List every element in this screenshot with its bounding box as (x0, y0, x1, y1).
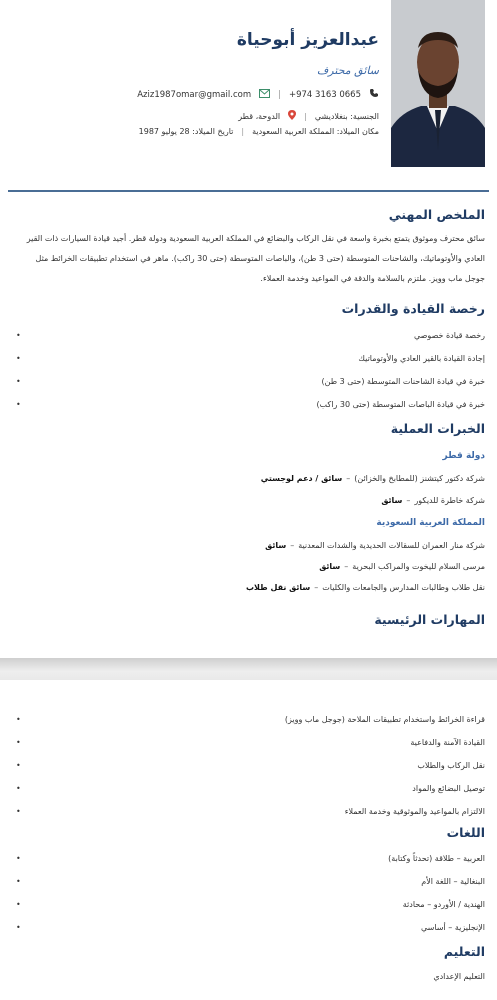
license-list (10, 324, 485, 416)
job-role: سائق نقل طلاب (246, 583, 311, 592)
contact-row (137, 88, 379, 101)
list-item: • خبرة في قيادة الشاحنات المتوسطة (حتى 3 طن) (10, 370, 485, 393)
company-name: نقل طلاب وطالبات المدارس والجامعات والكليات (322, 583, 485, 592)
candidate-name: عبدالعزيز أبوحياة (236, 30, 379, 50)
mail-icon (259, 89, 270, 101)
header-divider (8, 190, 489, 192)
nationality-location-row (238, 110, 379, 122)
skills-list (10, 708, 485, 823)
job-role: سائق (265, 541, 287, 550)
company-name: مرسى السلام لليخوت والمراكب البحرية (352, 562, 485, 571)
job-role: سائق (319, 562, 341, 571)
list-item: • الهندية / الأوردو – محادثة (10, 893, 485, 916)
summary-line: جوجل ماب وويز. ملتزم بالسلامة والدقة في المواعيد وخدمة العملاء. (260, 274, 485, 283)
country-heading: المملكة العربية السعودية (376, 518, 485, 528)
meta-separator: | (304, 111, 307, 121)
birthdate: تاريخ الميلاد: 28 يوليو 1987 (138, 127, 234, 136)
experience-title: الخبرات العملية (390, 421, 485, 436)
contact-separator: | (278, 89, 281, 100)
phone-icon (369, 88, 379, 101)
list-item: • الالتزام بالمواعيد والموثوقية وخدمة العملاء (10, 800, 485, 823)
license-title: رخصة القيادة والقدرات (341, 301, 485, 316)
experience-entry: شركة خاطرة للديكور–سائق (381, 496, 485, 505)
phone-number[interactable]: +974 3163 0665 (288, 89, 361, 100)
education-item: التعليم الإعدادي (433, 972, 485, 981)
experience-entry: شركة منار العمران للسقالات الحديدية والشدات المعدنية–سائق (265, 541, 485, 550)
list-item: • خبرة في قيادة الباصات المتوسطة (حتى 30 راكب) (10, 393, 485, 416)
list-item: • البنغالية – اللغة الأم (10, 870, 485, 893)
languages-list (10, 847, 485, 939)
job-role: سائق / دعم لوجستي (260, 474, 343, 483)
education-title: التعليم (443, 944, 485, 959)
company-name: شركة دكتور كيتشنز (للمطابخ والخزائن) (354, 474, 485, 483)
list-item: • نقل الركاب والطلاب (10, 754, 485, 777)
list-item: • توصيل البضائع والمواد (10, 777, 485, 800)
languages-title: اللغات (446, 825, 485, 840)
list-item: • إجادة القيادة بالقير العادي والأوتوماتيك (10, 347, 485, 370)
location-pin-icon (288, 110, 296, 122)
email-address[interactable]: Aziz1987omar@gmail.com (137, 89, 252, 100)
job-title: سائق محترف (316, 64, 379, 77)
company-name: شركة خاطرة للديكور (414, 496, 485, 505)
summary-line: سائق محترف وموثوق يتمتع بخبرة واسعة في نقل الركاب والبضائع في المملكة العربية السعودية ودولة قطر. أجيد قيادة السيارات ذات القير (26, 234, 485, 243)
page-break (0, 658, 497, 680)
summary-line: العادي والأوتوماتيك، والشاحنات المتوسطة (حتى 3 طن)، والباصات المتوسطة (حتى 30 راكب). ماهر في استخدام تطبيقات الخرائط مثل (35, 254, 485, 263)
experience-entry: شركة دكتور كيتشنز (للمطابخ والخزائن)–سائق / دعم لوجستي (260, 474, 485, 483)
birthplace: مكان الميلاد: المملكة العربية السعودية (252, 127, 379, 136)
company-name: شركة منار العمران للسقالات الحديدية والشدات المعدنية (298, 541, 485, 550)
resume-page-2 (0, 680, 497, 1000)
nationality: الجنسية: بنغلاديشي (314, 111, 379, 121)
summary-paragraph (10, 229, 485, 289)
birth-row (139, 127, 379, 136)
list-item: • رخصة قيادة خصوصي (10, 324, 485, 347)
location: الدوحة، قطر (238, 111, 281, 121)
country-heading: دولة قطر (442, 451, 485, 461)
experience-entry: مرسى السلام لليخوت والمراكب البحرية–سائق (319, 562, 485, 571)
skills-title: المهارات الرئيسية (374, 612, 485, 627)
list-item: • الإنجليزية – أساسي (10, 916, 485, 939)
profile-photo (391, 0, 485, 167)
meta-separator: | (241, 127, 245, 136)
list-item: • القيادة الآمنة والدفاعية (10, 731, 485, 754)
summary-title: الملخص المهني (388, 207, 485, 222)
resume-header (12, 0, 485, 170)
job-role: سائق (381, 496, 403, 505)
list-item: • العربية – طلاقة (تحدثاً وكتابة) (10, 847, 485, 870)
experience-entry: نقل طلاب وطالبات المدارس والجامعات والكليات–سائق نقل طلاب (246, 583, 485, 592)
list-item: • قراءة الخرائط واستخدام تطبيقات الملاحة (جوجل ماب وويز) (10, 708, 485, 731)
